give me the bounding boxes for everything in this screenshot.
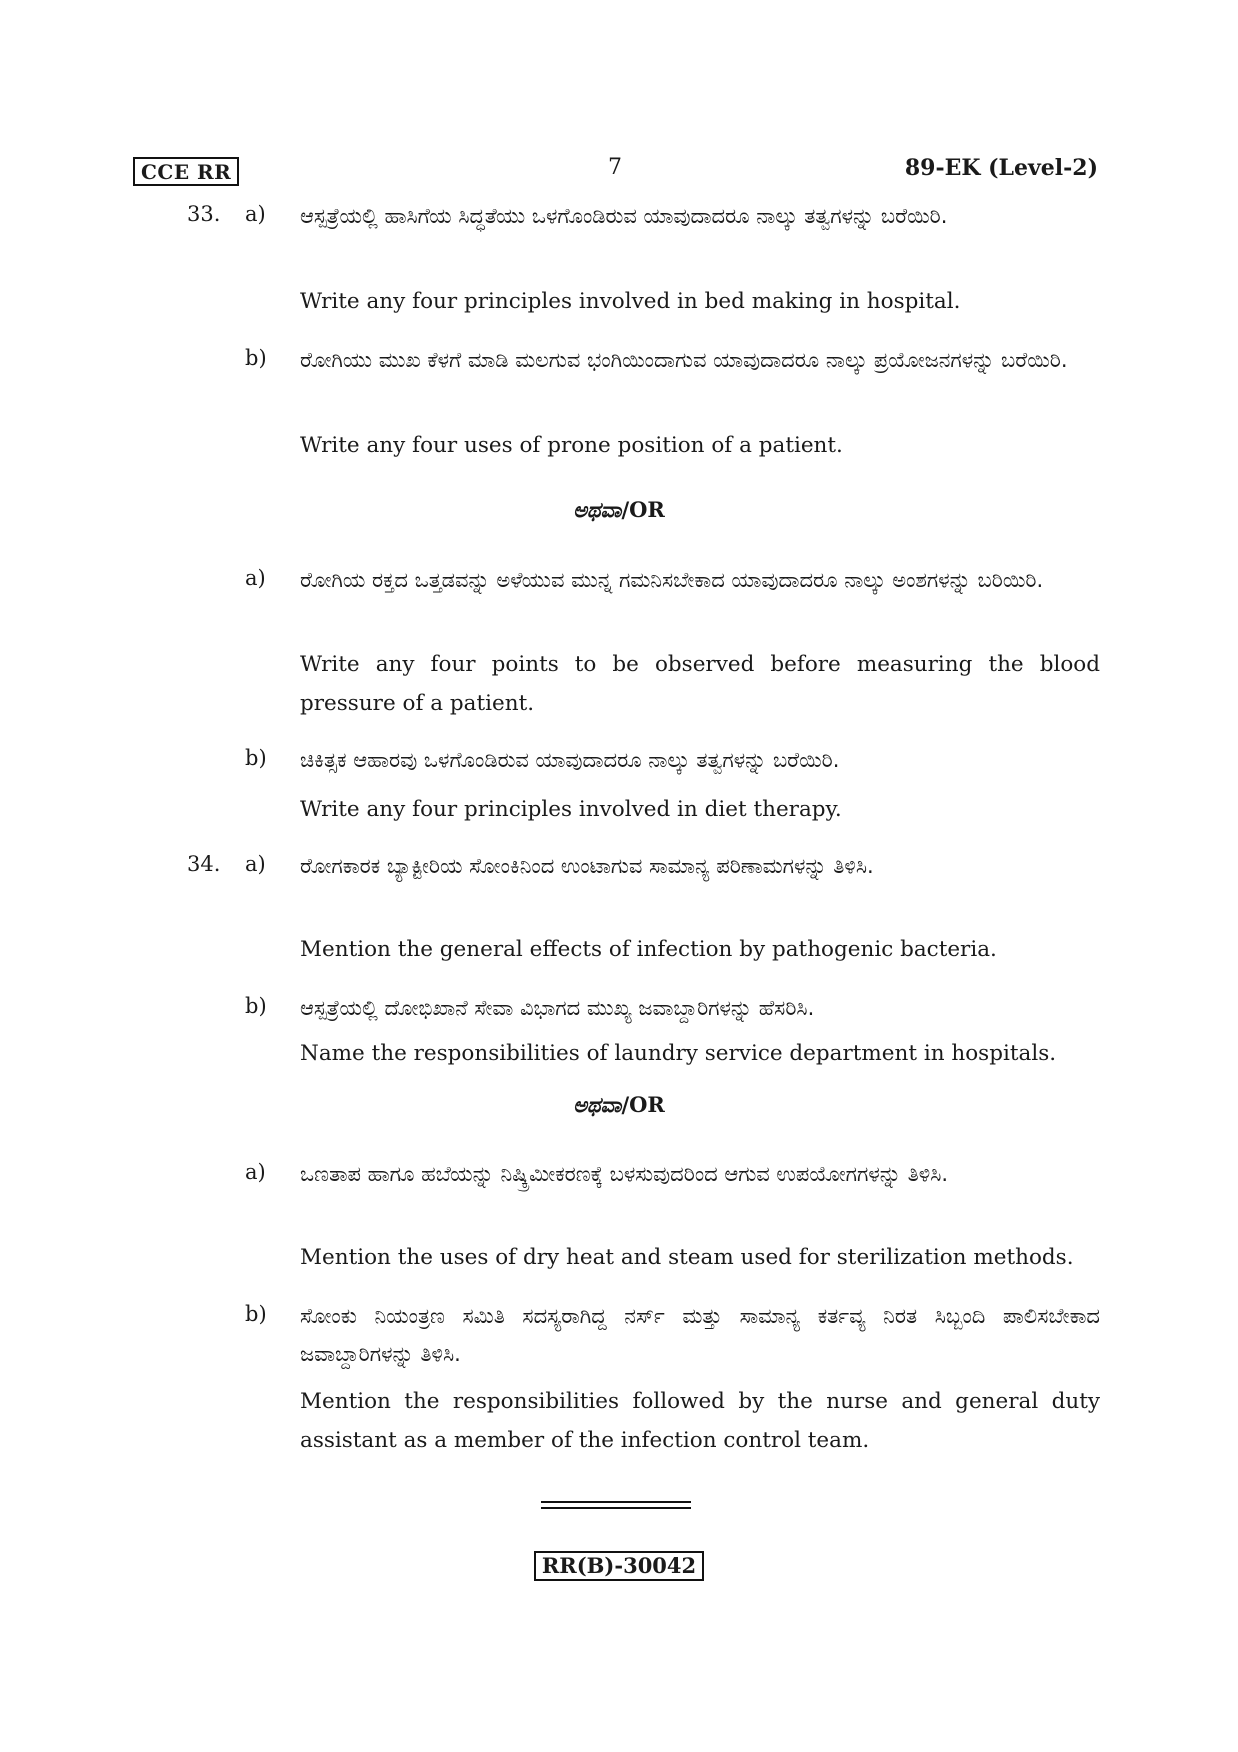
q33-b-kannada: ರೋಗಿಯು ಮುಖ ಕೆಳಗೆ ಮಾಡಿ ಮಲಗುವ ಭಂಗಿಯಿಂದಾಗುವ ಯಾವುದಾದರೂ ನಾಲ್ಕು ಪ್ರಯೋಜನಗಳನ್ನು ಬರೆಯಿರಿ. <box>300 348 1068 372</box>
q33-a-english: Write any four principles involved in bed making in hospital. <box>300 289 961 314</box>
q33-a2-label: a) <box>245 566 266 590</box>
q34-a-label: a) <box>245 852 266 876</box>
or-kannada: ಅಥವಾ <box>573 1093 622 1117</box>
end-rule-bottom <box>541 1507 691 1509</box>
paper-code: 89-EK (Level-2) <box>904 155 1098 181</box>
q34-b2-english: Mention the responsibilities followed by the nurse and general duty assistant as a member of the infection control team. <box>300 1389 1100 1453</box>
question-number-33: 33. <box>187 202 221 226</box>
q34-or-divider <box>0 1092 1238 1118</box>
q33-a-kannada: ಆಸ್ಪತ್ರೆಯಲ್ಲಿ ಹಾಸಿಗೆಯ ಸಿದ್ಧತೆಯು ಒಳಗೊಂಡಿರುವ ಯಾವುದಾದರೂ ನಾಲ್ಕು ತತ್ವಗಳನ್ನು ಬರೆಯಿರಿ. <box>300 204 948 228</box>
q34-a-english: Mention the general effects of infection by pathogenic bacteria. <box>300 937 997 962</box>
or-english: /OR <box>621 497 665 522</box>
q33-or-divider <box>0 497 1238 523</box>
q34-a2-english: Mention the uses of dry heat and steam used for sterilization methods. <box>300 1245 1074 1270</box>
q33-a2-english: Write any four points to be observed before measuring the blood pressure of a patient. <box>300 652 1100 716</box>
q34-b2-kannada: ಸೋಂಕು ನಿಯಂತ್ರಣ ಸಮಿತಿ ಸದಸ್ಯರಾಗಿದ್ದ ನರ್ಸ್ ಮತ್ತು ಸಾಮಾನ್ಯ ಕರ್ತವ್ಯ ನಿರತ ಸಿಬ್ಬಂದಿ ಪಾಲಿಸಬೇಕಾದ ಜವಾಬ್ದಾರಿಗಳನ್ನು ತಿಳಿಸಿ. <box>300 1304 1100 1366</box>
footer-code-box <box>0 1551 1238 1581</box>
q34-a2-label: a) <box>245 1160 266 1184</box>
page-header <box>133 155 1098 191</box>
series-box-label: CCE RR <box>133 157 239 186</box>
q33-a2-kannada: ರೋಗಿಯ ರಕ್ತದ ಒತ್ತಡವನ್ನು ಅಳೆಯುವ ಮುನ್ನ ಗಮನಿಸಬೇಕಾದ ಯಾವುದಾದರೂ ನಾಲ್ಕು ಅಂಶಗಳನ್ನು ಬರಿಯಿರಿ. <box>300 568 1044 592</box>
q33-b2-kannada: ಚಿಕಿತ್ಸಕ ಆಹಾರವು ಒಳಗೊಂಡಿರುವ ಯಾವುದಾದರೂ ನಾಲ್ಕು ತತ್ವಗಳನ್ನು ಬರೆಯಿರಿ. <box>300 748 840 772</box>
q34-a2-kannada: ಒಣತಾಪ ಹಾಗೂ ಹಬೆಯನ್ನು ನಿಷ್ಕ್ರಿಮೀಕರಣಕ್ಕೆ ಬಳಸುವುದರಿಂದ ಆಗುವ ಉಪಯೋಗಗಳನ್ನು ತಿಳಿಸಿ. <box>300 1162 949 1186</box>
q33-b2-label: b) <box>245 746 267 770</box>
q33-b2-english: Write any four principles involved in diet therapy. <box>300 797 842 822</box>
end-rule-top <box>541 1501 691 1503</box>
q34-b-english: Name the responsibilities of laundry service department in hospitals. <box>300 1041 1057 1066</box>
question-number-34: 34. <box>187 852 221 876</box>
q34-b-kannada: ಆಸ್ಪತ್ರೆಯಲ್ಲಿ ದೋಭಿಖಾನೆ ಸೇವಾ ವಿಭಾಗದ ಮುಖ್ಯ ಜವಾಬ್ದಾರಿಗಳನ್ನು ಹೆಸರಿಸಿ. <box>300 996 815 1020</box>
q33-b-english: Write any four uses of prone position of a patient. <box>300 433 843 458</box>
q34-b2-label: b) <box>245 1302 267 1326</box>
page-number: 7 <box>608 155 622 180</box>
q34-a-kannada: ರೋಗಕಾರಕ ಬ್ಯಾಕ್ಟೀರಿಯ ಸೋಂಕಿನಿಂದ ಉಂಟಾಗುವ ಸಾಮಾನ್ಯ ಪರಿಣಾಮಗಳನ್ನು ತಿಳಿಸಿ. <box>300 854 874 878</box>
q34-b-label: b) <box>245 994 267 1018</box>
footer-code: RR(B)-30042 <box>534 1551 704 1581</box>
or-kannada: ಅಥವಾ <box>573 498 622 522</box>
q33-b-label: b) <box>245 346 267 370</box>
q33-a-label: a) <box>245 202 266 226</box>
or-english: /OR <box>621 1092 665 1117</box>
